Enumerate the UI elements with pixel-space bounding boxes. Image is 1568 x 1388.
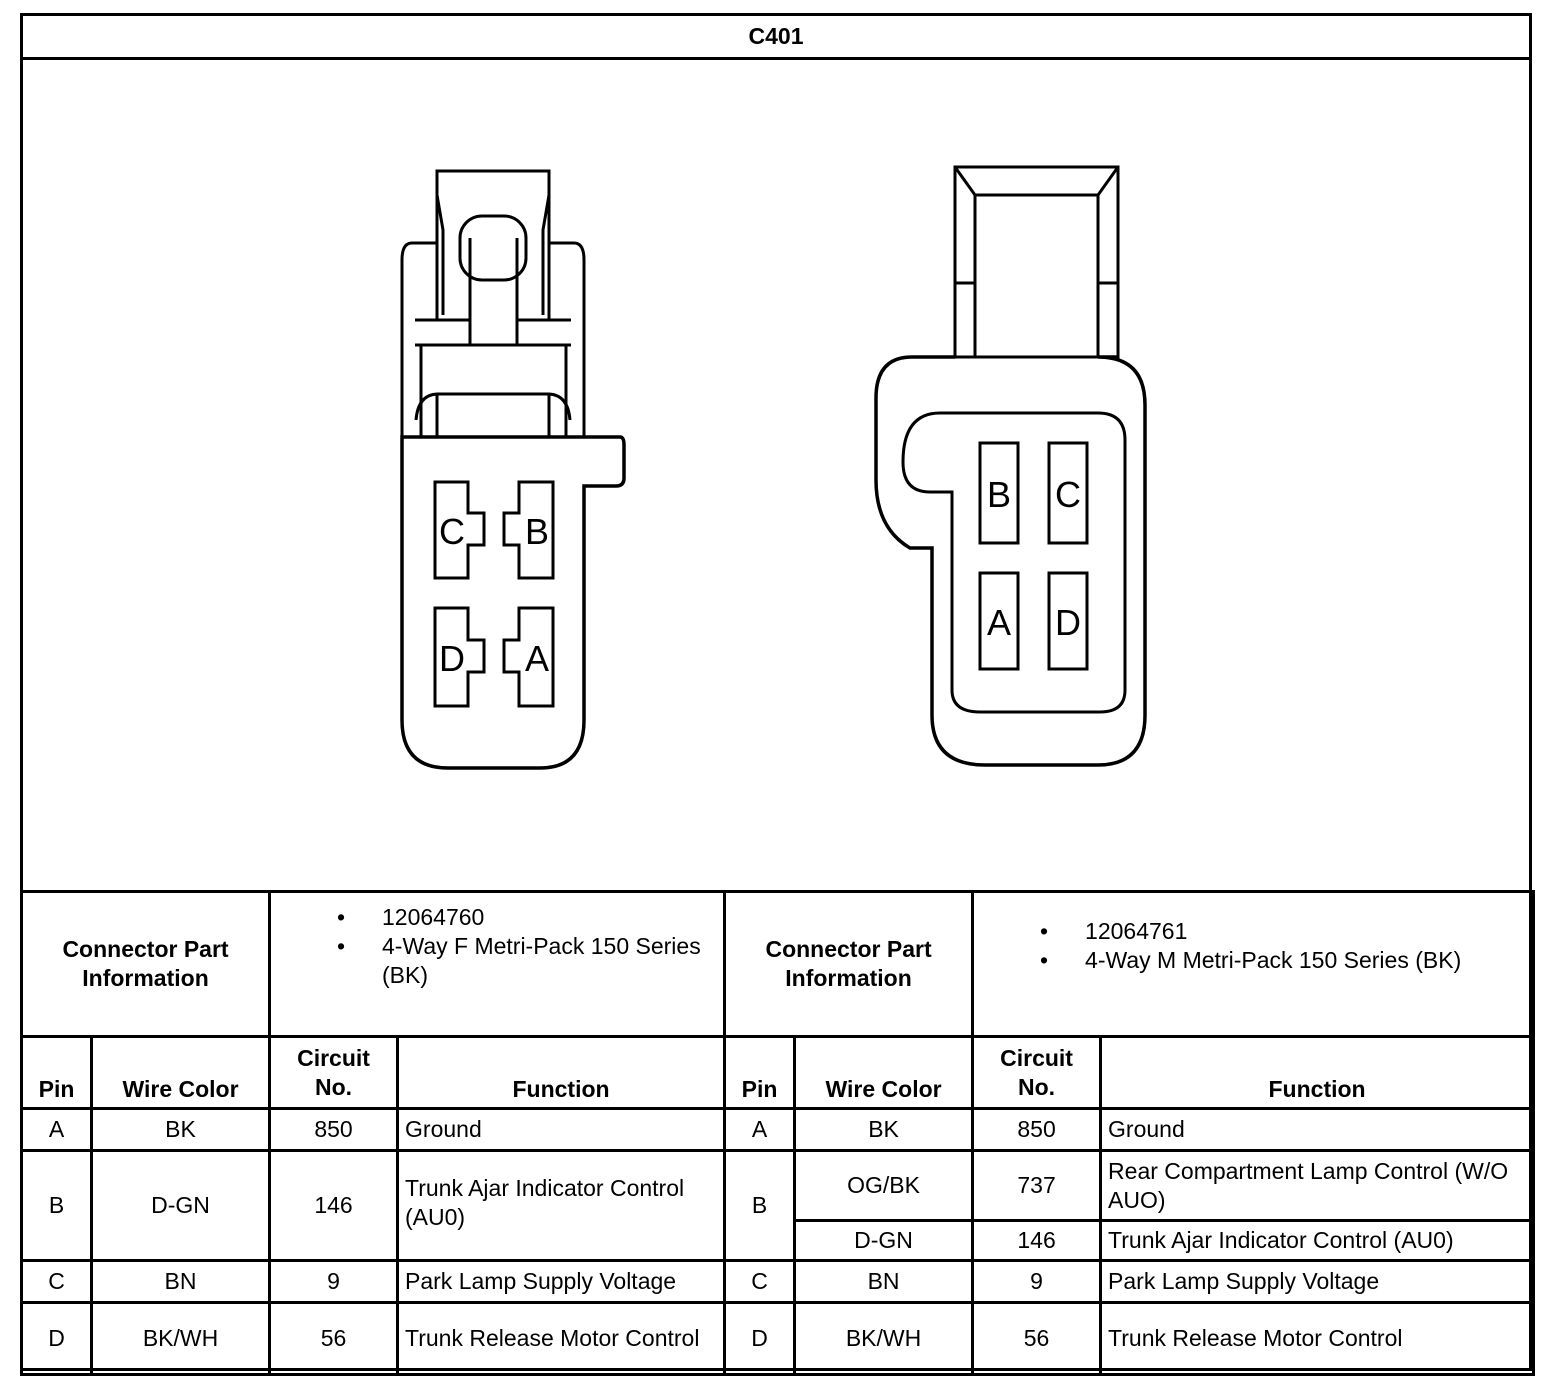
function-cell: Park Lamp Supply Voltage xyxy=(1101,1261,1534,1303)
circuit-cell: 737 xyxy=(973,1151,1101,1221)
circuit-cell: 146 xyxy=(973,1221,1101,1261)
function-cell: Park Lamp Supply Voltage xyxy=(398,1261,725,1303)
table-row xyxy=(22,1109,1534,1151)
pin-cell: A xyxy=(22,1109,92,1151)
circuit-cell: 146 xyxy=(270,1151,398,1261)
wire-color-cell: D-GN xyxy=(92,1151,270,1261)
pin-cell: D xyxy=(725,1303,795,1375)
table-row xyxy=(22,1151,1534,1221)
wire-color-cell: BK/WH xyxy=(795,1303,973,1375)
circuit-cell: 9 xyxy=(270,1261,398,1303)
female-connector-drawing xyxy=(402,171,624,768)
wire-color-cell: OG/BK xyxy=(795,1151,973,1221)
function-cell: Trunk Release Motor Control xyxy=(1101,1303,1534,1375)
circuit-cell: 56 xyxy=(973,1303,1101,1375)
wire-color-cell: BK xyxy=(92,1109,270,1151)
part-description: • 4-Way M Metri-Pack 150 Series (BK) xyxy=(1040,946,1526,975)
male-connector-drawing xyxy=(876,167,1145,765)
function-cell: Ground xyxy=(1101,1109,1534,1151)
col-header-circuit-no: Circuit No. xyxy=(270,1037,398,1109)
function-cell: Trunk Ajar Indicator Control (AU0) xyxy=(398,1151,725,1261)
circuit-cell: 56 xyxy=(270,1303,398,1375)
col-header-wire-color: Wire Color xyxy=(795,1037,973,1109)
part-number: • 12064760 xyxy=(337,903,717,932)
table-row xyxy=(22,1261,1534,1303)
pin-cell: B xyxy=(22,1151,92,1261)
cavity-label: C xyxy=(1055,474,1081,515)
circuit-cell: 9 xyxy=(973,1261,1101,1303)
col-header-circuit-no: Circuit No. xyxy=(973,1037,1101,1109)
pin-cell: A xyxy=(725,1109,795,1151)
connector-part-info-label: Connector Part Information xyxy=(22,892,270,1037)
wire-color-cell: BK/WH xyxy=(92,1303,270,1375)
cavity-label: C xyxy=(439,511,465,552)
part-number: • 12064761 xyxy=(1040,917,1526,946)
connector-title: C401 xyxy=(23,16,1529,60)
circuit-cell: 850 xyxy=(973,1109,1101,1151)
cavity-label: B xyxy=(524,511,550,552)
function-cell: Rear Compartment Lamp Control (W/O AUO) xyxy=(1101,1151,1534,1221)
connector-part-info-label: Connector Part Information xyxy=(725,892,973,1037)
cavity-label: A xyxy=(524,638,550,679)
col-header-pin: Pin xyxy=(725,1037,795,1109)
connector-sheet xyxy=(20,13,1532,1371)
col-header-pin: Pin xyxy=(22,1037,92,1109)
pinout-table xyxy=(20,890,1535,1376)
wire-color-cell: BN xyxy=(795,1261,973,1303)
col-header-wire-color: Wire Color xyxy=(92,1037,270,1109)
cavity-label: A xyxy=(986,602,1012,643)
part-description: • 4-Way F Metri-Pack 150 Series (BK) xyxy=(337,932,717,990)
wire-color-cell: D-GN xyxy=(795,1221,973,1261)
wire-color-cell: BK xyxy=(795,1109,973,1151)
cavity-label: B xyxy=(986,474,1012,515)
function-cell: Trunk Ajar Indicator Control (AU0) xyxy=(1101,1221,1534,1261)
cavity-label: D xyxy=(439,638,465,679)
function-cell: Trunk Release Motor Control xyxy=(398,1303,725,1375)
circuit-cell: 850 xyxy=(270,1109,398,1151)
pin-cell: C xyxy=(725,1261,795,1303)
pin-cell: D xyxy=(22,1303,92,1375)
col-header-function: Function xyxy=(398,1037,725,1109)
pin-cell: B xyxy=(725,1151,795,1261)
connector-part-info xyxy=(270,892,725,1037)
table-row xyxy=(22,1303,1534,1375)
cavity-label: D xyxy=(1055,602,1081,643)
function-cell: Ground xyxy=(398,1109,725,1151)
pin-cell: C xyxy=(22,1261,92,1303)
connector-part-info xyxy=(973,892,1534,1037)
wire-color-cell: BN xyxy=(92,1261,270,1303)
col-header-function: Function xyxy=(1101,1037,1534,1109)
